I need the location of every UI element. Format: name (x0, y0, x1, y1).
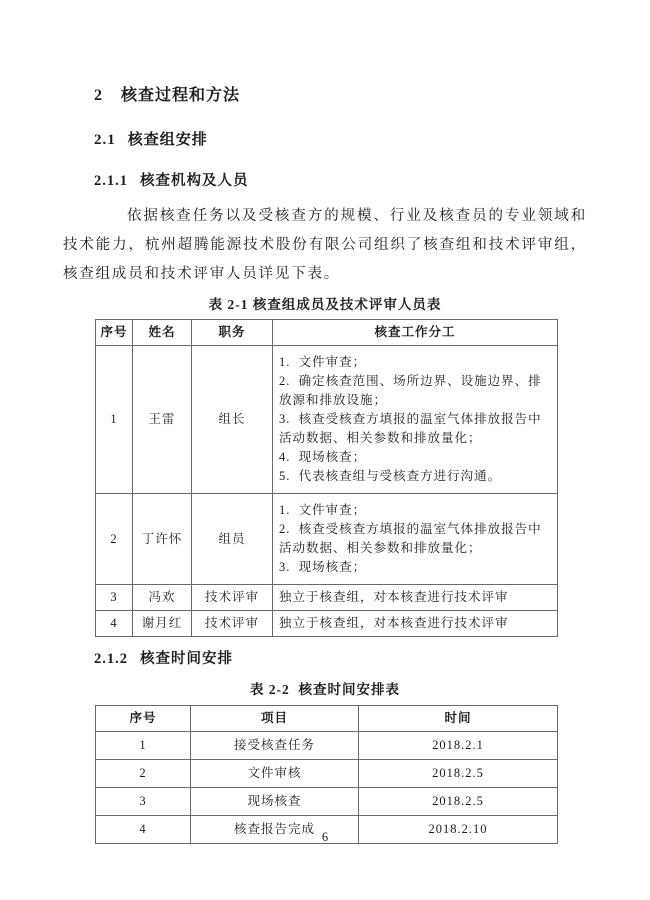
section-title: 核查时间安排 (140, 651, 233, 667)
section-heading-2-1 (94, 130, 587, 150)
member-role: 技术评审 (192, 585, 273, 611)
section-number: 2.1.1 (94, 173, 128, 189)
table-row (96, 788, 558, 816)
member-role: 组员 (192, 494, 273, 585)
column-header: 项目 (191, 706, 359, 732)
member-duties (273, 585, 558, 611)
schedule-time: 2018.2.5 (359, 760, 558, 788)
schedule-time: 2018.2.10 (359, 816, 558, 844)
section-title: 核查机构及人员 (140, 173, 249, 189)
column-header: 核查工作分工 (273, 320, 558, 346)
schedule-item: 核查报告完成 (191, 816, 359, 844)
row-number: 2 (96, 760, 191, 788)
table-row (96, 732, 558, 760)
duty-item: 1. 文件审查； (279, 355, 367, 369)
schedule-time: 2018.2.5 (359, 788, 558, 816)
duty-item: 2. 核查受核查方填报的温室气体排放报告中活动数据、相关参数和排放量化； (279, 522, 542, 555)
section-number: 2.1 (94, 132, 116, 148)
column-header: 姓名 (133, 320, 192, 346)
column-header: 序号 (96, 320, 133, 346)
member-name: 王雷 (133, 346, 192, 494)
schedule-table (95, 705, 558, 844)
section-number: 2 (94, 87, 103, 104)
section-title: 核查过程和方法 (121, 87, 241, 104)
duty-item: 4. 现场核查； (279, 450, 367, 464)
row-number: 3 (96, 585, 133, 611)
member-role: 组长 (192, 346, 273, 494)
duty-item: 独立于核查组，对本核查进行技术评审 (279, 590, 509, 604)
table-row (96, 585, 558, 611)
member-role: 技术评审 (192, 611, 273, 637)
table-header-row (96, 320, 558, 346)
duty-item: 1. 文件审查； (279, 503, 367, 517)
row-number: 3 (96, 788, 191, 816)
column-header: 职务 (192, 320, 273, 346)
row-number: 4 (96, 611, 133, 637)
column-header: 序号 (96, 706, 191, 732)
member-duties (273, 346, 558, 494)
member-name: 冯欢 (133, 585, 192, 611)
schedule-item: 文件审核 (191, 760, 359, 788)
duty-item: 独立于核查组，对本核查进行技术评审 (279, 616, 509, 630)
table-header-row (96, 706, 558, 732)
duty-item: 5. 代表核查组与受核查方进行沟通。 (279, 469, 502, 483)
member-duties (273, 611, 558, 637)
member-name: 谢月红 (133, 611, 192, 637)
duty-item: 3. 现场核查； (279, 560, 367, 574)
table-row (96, 346, 558, 494)
section-title: 核查组安排 (127, 132, 208, 148)
table-row (96, 611, 558, 637)
row-number: 1 (96, 346, 133, 494)
verification-team-table (95, 319, 558, 637)
member-name: 丁许怀 (133, 494, 192, 585)
intro-paragraph: 依据核查任务以及受核查方的规模、行业及核查员的专业领域和技术能力，杭州超腾能源技术股份有限公司组织了核查组和技术评审组，核查组成员和技术评审人员详见下表。 (63, 208, 587, 282)
section-heading-2-1-2 (94, 649, 587, 669)
row-number: 4 (96, 816, 191, 844)
duty-item: 2. 确定核查范围、场所边界、设施边界、排放源和排放设施； (279, 374, 542, 407)
row-number: 1 (96, 732, 191, 760)
table-2-2-caption: 表 2-2 核查时间安排表 (249, 682, 401, 697)
section-heading-2-1-1 (94, 171, 587, 191)
table-row (96, 760, 558, 788)
schedule-item: 接受核查任务 (191, 732, 359, 760)
table-2-1-caption: 表 2-1 核查组成员及技术评审人员表 (208, 297, 442, 312)
schedule-time: 2018.2.1 (359, 732, 558, 760)
section-heading-2 (94, 86, 587, 106)
column-header: 时间 (359, 706, 558, 732)
section-number: 2.1.2 (94, 651, 128, 667)
table-row (96, 494, 558, 585)
member-duties (273, 494, 558, 585)
row-number: 2 (96, 494, 133, 585)
schedule-item: 现场核查 (191, 788, 359, 816)
page-number: 6 (321, 830, 329, 844)
duty-item: 3. 核查受核查方填报的温室气体排放报告中活动数据、相关参数和排放量化； (279, 412, 542, 445)
